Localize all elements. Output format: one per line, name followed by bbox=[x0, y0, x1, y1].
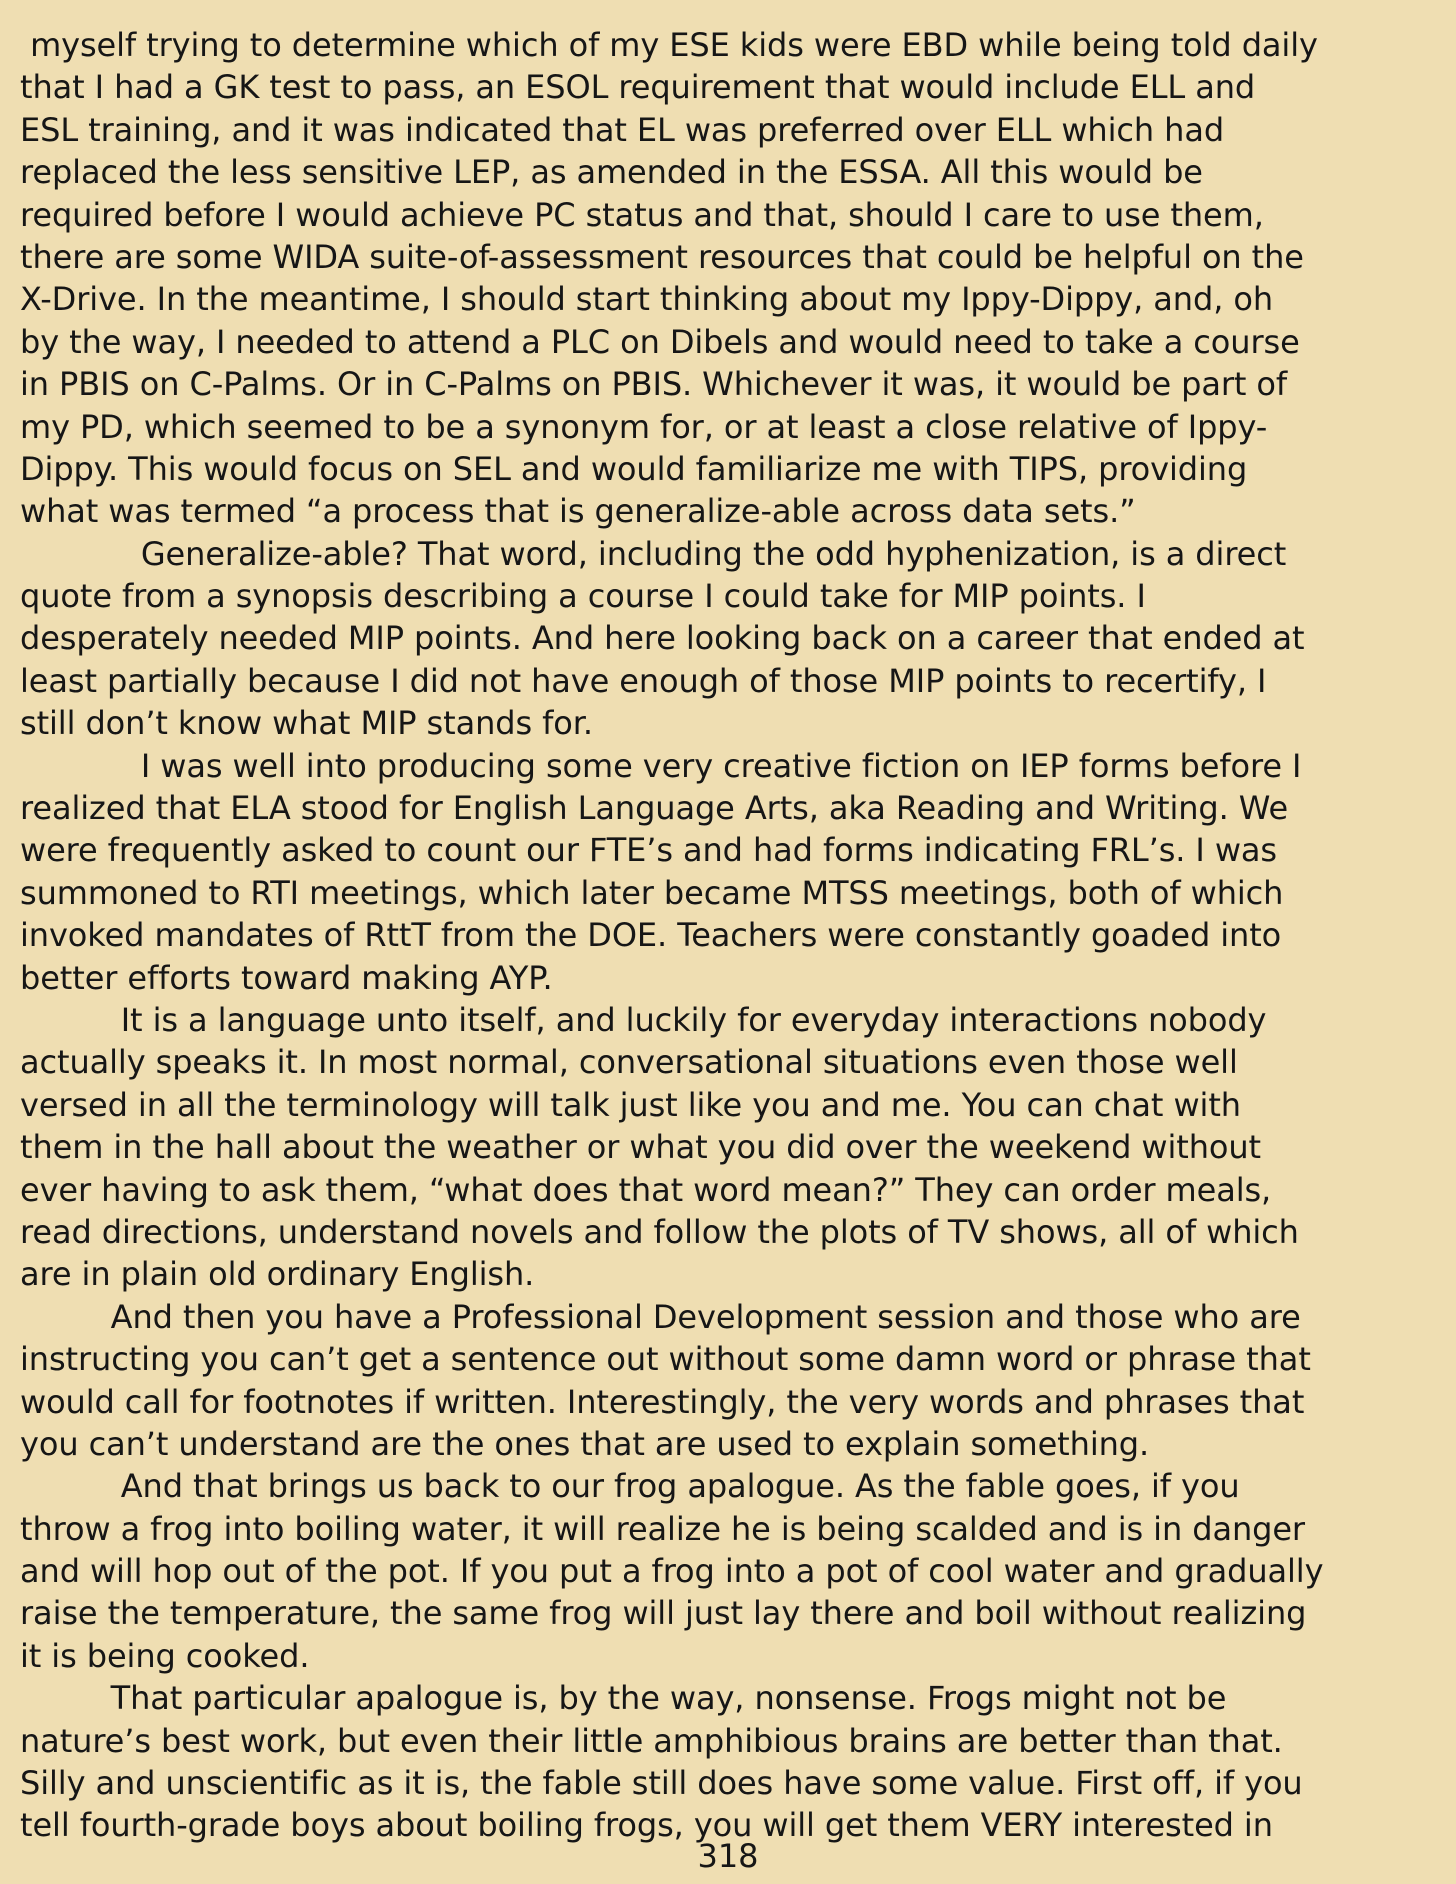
text-line: and will hop out of the pot. If you put a frog into a pot of cool water and gradually bbox=[20, 1552, 1324, 1591]
text-line: required before I would achieve PC status and that, should I care to use them, bbox=[20, 195, 1264, 234]
page-number: 318 bbox=[697, 1837, 759, 1875]
text-line: would call for footnotes if written. Interestingly, the very words and phrases that bbox=[20, 1382, 1305, 1421]
text-line: realized that ELA stood for English Language Arts, aka Reading and Writing. We bbox=[20, 789, 1289, 828]
text-line: tell fourth-grade boys about boiling frogs, you will get them VERY interested in bbox=[20, 1806, 1273, 1845]
text-line: It is a language unto itself, and luckily for everyday interactions nobody bbox=[20, 1000, 1267, 1039]
text-line: ever having to ask them, “what does that word mean?” They can order meals, bbox=[20, 1170, 1272, 1209]
text-line: X-Drive. In the meantime, I should start thinking about my Ippy-Dippy, and, oh bbox=[20, 280, 1273, 319]
text-line: raise the temperature, the same frog will just lay there and boil without realizing bbox=[20, 1594, 1307, 1633]
text-line: And then you have a Professional Development session and those who are bbox=[20, 1297, 1301, 1336]
text-line: And that brings us back to our frog apalogue. As the fable goes, if you bbox=[20, 1467, 1240, 1506]
text-line: least partially because I did not have enough of those MIP points to recertify, I bbox=[20, 661, 1267, 700]
text-line: I was well into producing some very creative fiction on IEP forms before I bbox=[20, 746, 1302, 785]
text-line: my PD, which seemed to be a synonym for, or at least a close relative of Ippy- bbox=[20, 407, 1268, 446]
text-line: versed in all the terminology will talk just like you and me. You can chat with bbox=[20, 1085, 1241, 1124]
text-line: instructing you can’t get a sentence out without some damn word or phrase that bbox=[20, 1340, 1311, 1379]
text-line: read directions, understand novels and follow the plots of TV shows, all of which bbox=[20, 1212, 1299, 1251]
text-line: invoked mandates of RttT from the DOE. Teachers were constantly goaded into bbox=[20, 916, 1282, 955]
text-line: are in plain old ordinary English. bbox=[20, 1255, 535, 1294]
text-line: Generalize-able? That word, including the odd hyphenization, is a direct bbox=[20, 534, 1287, 573]
text-line: myself trying to determine which of my ESE kids were EBD while being told daily bbox=[20, 26, 1318, 64]
text-line: better efforts toward making AYP. bbox=[20, 958, 553, 997]
text-line: summoned to RTI meetings, which later became MTSS meetings, both of which bbox=[20, 873, 1284, 912]
text-line: desperately needed MIP points. And here looking back on a career that ended at bbox=[20, 619, 1305, 658]
text-line: it is being cooked. bbox=[20, 1636, 310, 1675]
text-line: still don’t know what MIP stands for. bbox=[20, 704, 593, 743]
text-line: that I had a GK test to pass, an ESOL requirement that would include ELL and bbox=[20, 68, 1256, 107]
text-line: by the way, I needed to attend a PLC on Dibels and would need to take a course bbox=[20, 322, 1300, 361]
text-line: you can’t understand are the ones that are used to explain something. bbox=[20, 1424, 1150, 1463]
text-line: That particular apalogue is, by the way, nonsense. Frogs might not be bbox=[20, 1679, 1227, 1718]
text-line: were frequently asked to count our FTE’s and had forms indicating FRL’s. I was bbox=[20, 831, 1277, 870]
text-line: ESL training, and it was indicated that EL was preferred over ELL which had bbox=[20, 110, 1225, 149]
text-line: throw a frog into boiling water, it will realize he is being scalded and is in danger bbox=[20, 1509, 1305, 1548]
text-line: there are some WIDA suite-of-assessment resources that could be helpful on the bbox=[20, 237, 1304, 276]
text-line: what was termed “a process that is generalize-able across data sets.” bbox=[20, 492, 1136, 531]
text-line: nature’s best work, but even their little amphibious brains are better than that. bbox=[20, 1721, 1283, 1760]
text-line: in PBIS on C-Palms. Or in C-Palms on PBIS. Whichever it was, it would be part of bbox=[20, 365, 1288, 404]
text-line: Dippy. This would focus on SEL and would familiarize me with TIPS, providing bbox=[20, 449, 1248, 488]
page-body bbox=[20, 24, 1440, 1847]
text-line: Silly and unscientific as it is, the fable still does have some value. First off, if you bbox=[20, 1764, 1303, 1803]
text-line: quote from a synopsis describing a course I could take for MIP points. I bbox=[20, 577, 1146, 616]
text-line: actually speaks it. In most normal, conversational situations even those well bbox=[20, 1043, 1238, 1082]
text-line: them in the hall about the weather or what you did over the weekend without bbox=[20, 1128, 1261, 1167]
text-line: replaced the less sensitive LEP, as amended in the ESSA. All this would be bbox=[20, 153, 1203, 192]
